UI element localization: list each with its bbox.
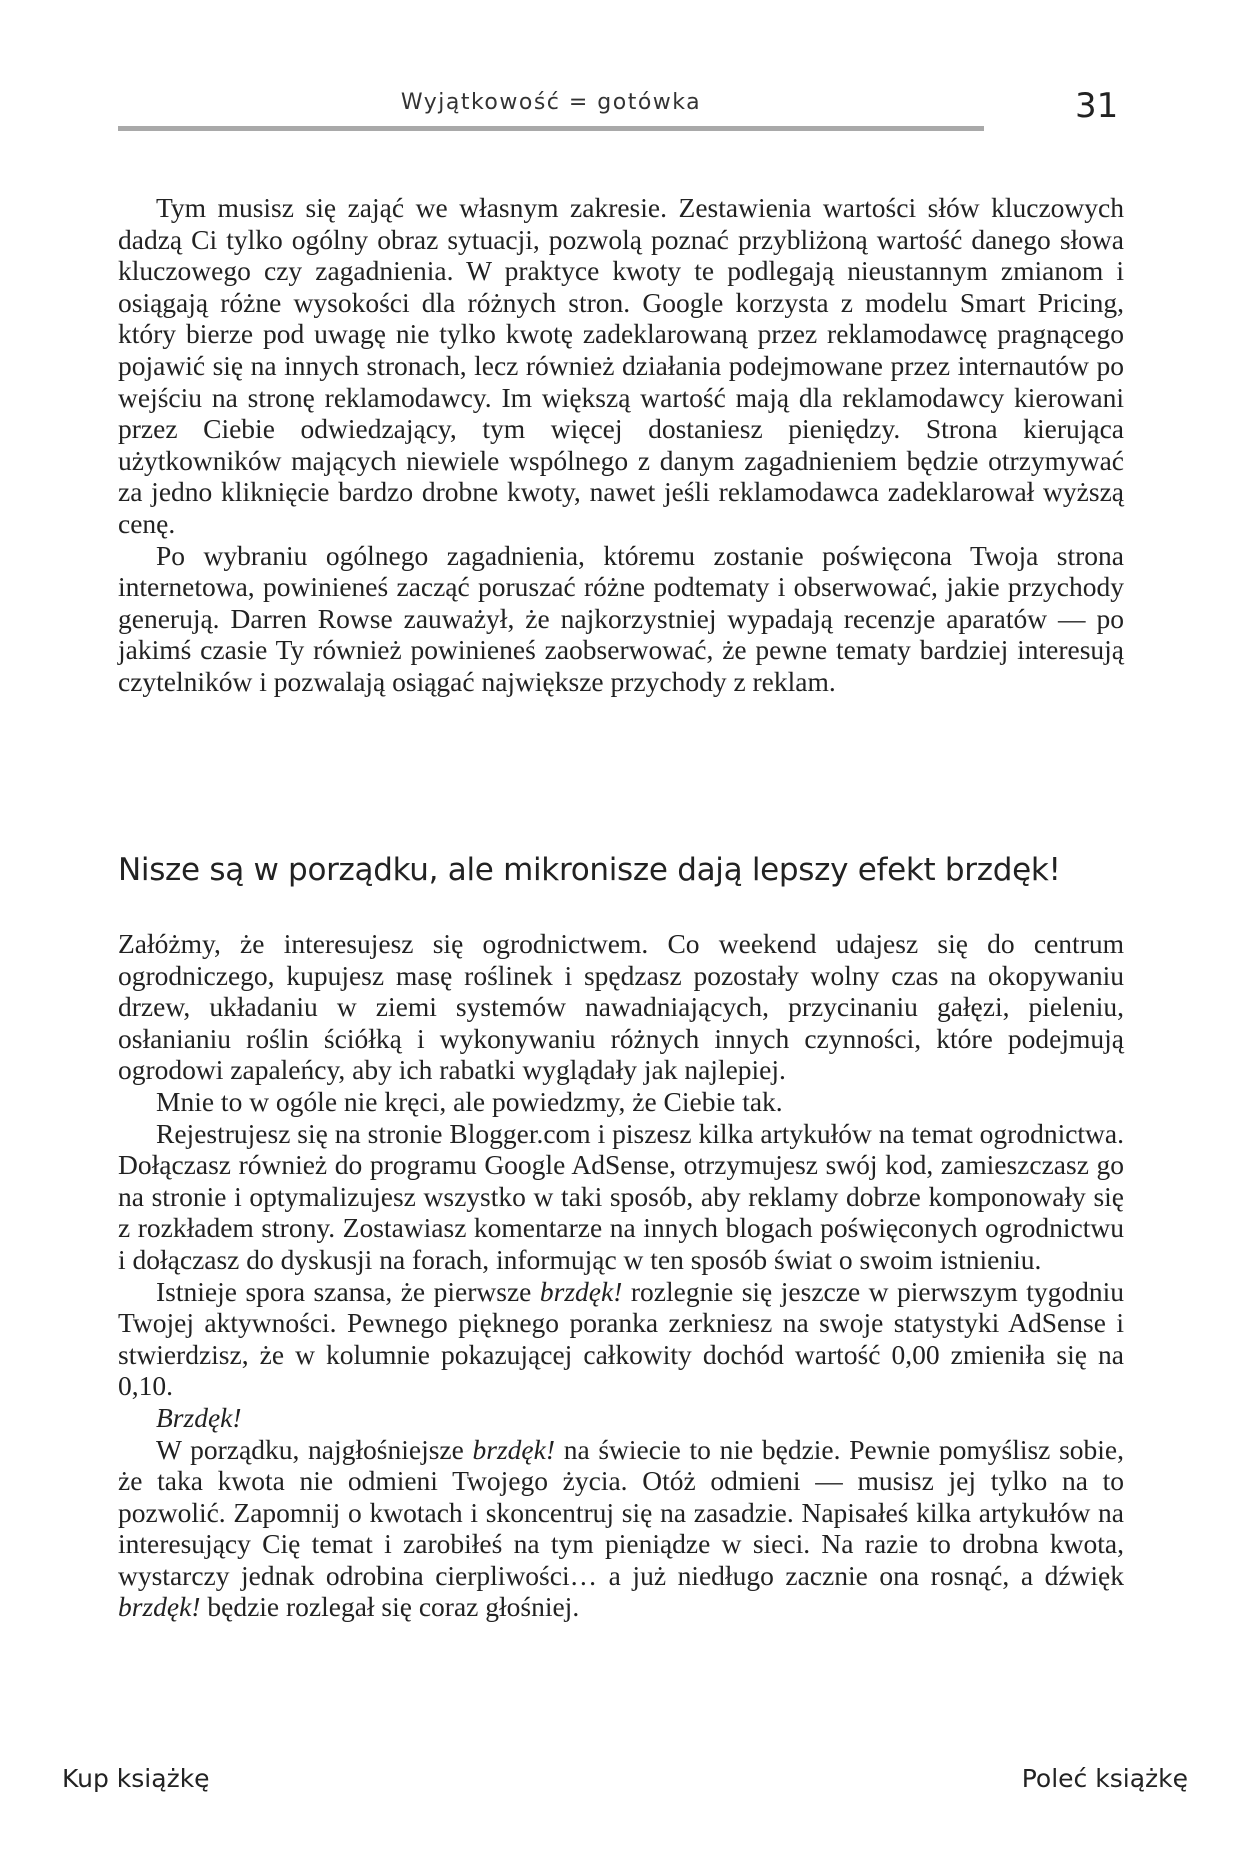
text-run: na świecie to nie będzie. Pewnie pomyślisz sobie, że taka kwota nie odmieni Twojego życia. Otóż odmieni — musisz jej tylko na to pozwolić. Zapomnij o kwotach i skoncentruj się na zasadzie. Napisałeś kilka artykułów na interesujący Cię temat i zarobiłeś na tym pieniądze w sieci. Na razie to drobna kwota, wystarczy jednak odrobina cierpliwości… a już niedługo zacznie ona rosnąć, a dźwięk bbox=[118, 1433, 1124, 1591]
paragraph: Tym musisz się zająć we własnym zakresie. Zestawienia wartości słów kluczowych dadzą Ci tylko ogólny obraz sytuacji, pozwolą poznać przybliżoną wartość danego słowa kluczowego czy zagadnienia. W praktyce kwoty te podlegają nieustannym zmianom i osiągają różne wysokości dla różnych stron. Google korzysta z modelu Smart Pricing, który bierze pod uwagę nie tylko kwotę zadeklarowaną przez reklamodawcę pragnącego pojawić się na innych stronach, lecz również działania podejmowane przez internautów po wejściu na stronę reklamodawcy. Im większą wartość mają dla reklamodawcy kierowani przez Ciebie odwiedzający, tym więcej dostaniesz pieniędzy. Strona kierująca użytkowników mających niewiele wspólnego z danym zagadnieniem będzie otrzymywać za jedno kliknięcie bardzo drobne kwoty, nawet jeśli reklamodawca zadeklarował wyższą cenę. bbox=[118, 192, 1124, 539]
paragraph bbox=[118, 1434, 1124, 1624]
paragraph bbox=[118, 1276, 1124, 1402]
text-run: Istnieje spora szansa, że pierwsze bbox=[156, 1275, 540, 1307]
italic-exclamation: Brzdęk! bbox=[156, 1401, 242, 1433]
section-heading: Nisze są w porządku, ale mikronisze dają lepszy efekt brzdęk! bbox=[118, 852, 1061, 888]
section-text-block bbox=[118, 928, 1124, 1623]
italic-term: brzdęk! bbox=[539, 1275, 623, 1307]
paragraph bbox=[118, 1402, 1124, 1434]
paragraph: Mnie to w ogóle nie kręci, ale powiedzmy, że Ciebie tak. bbox=[156, 1085, 783, 1117]
paragraph: Załóżmy, że interesujesz się ogrodnictwem. Co weekend udajesz się do centrum ogrodniczego, kupujesz masę roślinek i spędzasz pozostały wolny czas na okopywaniu drzew, układaniu w ziemi systemów nawadniających, przycinaniu gałęzi, pieleniu, osłanianiu roślin ściółką i wykonywaniu różnych innych czynności, które podejmują ogrodowi zapaleńcy, aby ich rabatki wyglądały jak najlepiej. bbox=[118, 928, 1124, 1086]
paragraph: Rejestrujesz się na stronie Blogger.com i piszesz kilka artykułów na temat ogrodnictwa. Dołączasz również do programu Google AdSense, otrzymujesz swój kod, zamieszczasz go na stronie i optymalizujesz wszystko w taki sposób, aby reklamy dobrze komponowały się z rozkładem strony. Zostawiasz komentarze na innych blogach poświęconych ogrodnictwu i dołączasz do dyskusji na forach, informując w ten sposób świat o swoim istnieniu. bbox=[118, 1117, 1124, 1275]
running-title: Wyjątkowość = gotówka bbox=[400, 90, 702, 115]
text-run: W porządku, najgłośniejsze bbox=[156, 1433, 473, 1465]
buy-book-link[interactable]: Kup książkę bbox=[62, 1764, 210, 1793]
paragraph: Po wybraniu ogólnego zagadnienia, któremu zostanie poświęcona Twoja strona internetowa, powinieneś zacząć poruszać różne podtematy i obserwować, jakie przychody generują. Darren Rowse zauważył, że najkorzystniej wypadają recenzje aparatów — po jakimś czasie Ty również powinieneś zaobserwować, że pewne tematy bardziej interesują czytelników i pozwalają osiągać największe przychody z reklam. bbox=[118, 539, 1124, 697]
italic-term: brzdęk! bbox=[472, 1433, 556, 1465]
italic-term: brzdęk! bbox=[118, 1591, 201, 1623]
recommend-book-link[interactable]: Poleć książkę bbox=[1021, 1764, 1188, 1793]
running-header bbox=[118, 86, 984, 131]
text-run: będzie rozlegał się coraz głośniej. bbox=[200, 1591, 580, 1623]
text-run: rozlegnie się jeszcze w pierwszym tygodniu Twojej aktywności. Pewnego pięknego poranka zerkniesz na swoje statystyki AdSense i stwierdzisz, że w kolumnie pokazującej całkowity dochód wartość 0,00 zmieniła się na 0,10. bbox=[118, 1275, 1125, 1402]
page-number: 31 bbox=[1075, 86, 1119, 126]
intro-text-block bbox=[118, 192, 1124, 698]
